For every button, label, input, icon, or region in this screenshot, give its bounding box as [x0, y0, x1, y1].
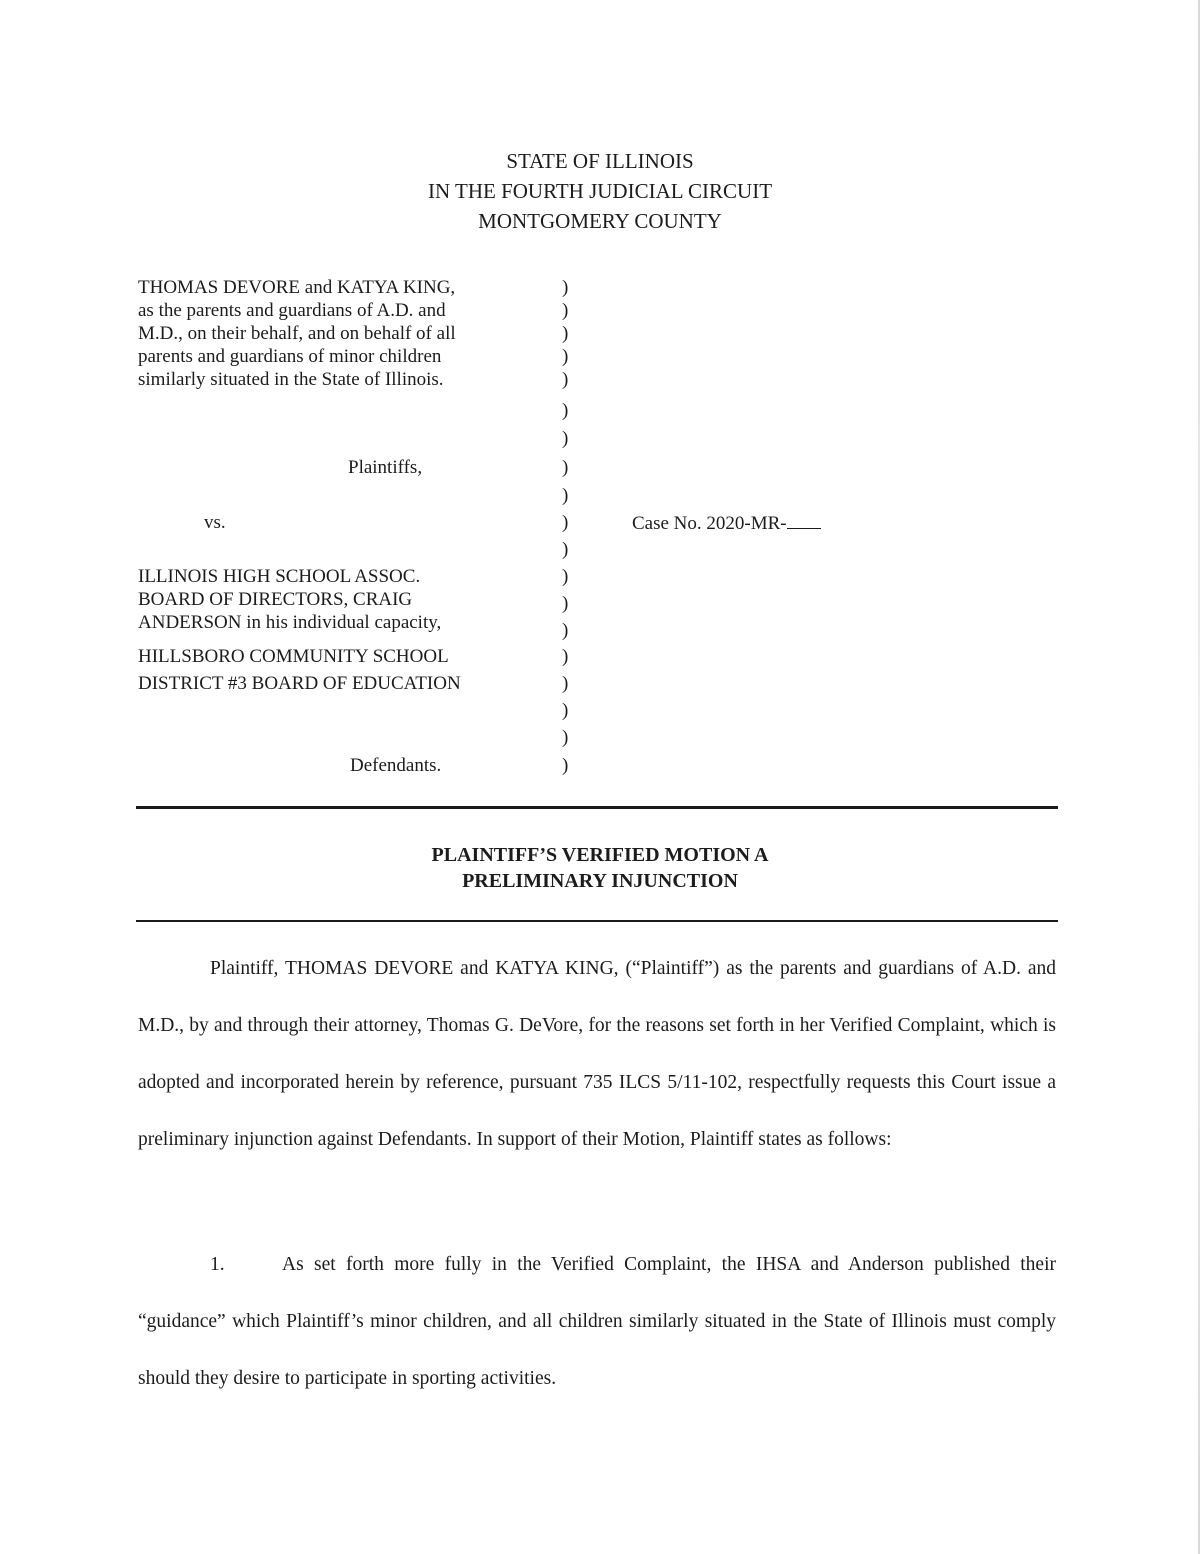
- caption-paren: ): [562, 277, 569, 298]
- motion-title: [0, 842, 1200, 894]
- court-header: [0, 146, 1200, 236]
- caption-paren: ): [562, 755, 569, 776]
- court-circuit: IN THE FOURTH JUDICIAL CIRCUIT: [427, 179, 773, 203]
- paragraph-number: 1.: [210, 1254, 225, 1275]
- caption-paren: ): [562, 593, 569, 614]
- caption-paren: ): [562, 673, 569, 694]
- versus-label: vs.: [204, 512, 226, 533]
- caption-paren: ): [562, 346, 569, 367]
- plaintiff-line: parents and guardians of minor children: [138, 346, 442, 367]
- motion-title-line: PRELIMINARY INJUNCTION: [462, 870, 738, 892]
- caption-paren: ): [562, 700, 569, 721]
- case-number: [632, 512, 821, 535]
- intro-paragraph: Plaintiff, THOMAS DEVORE and KATYA KING, (“Plaintiff”) as the parents and guardians of A.D. and M.D., by and through their attorney, Thomas G. DeVore, for the reasons set forth in her Verified Complaint, which is adopted and incorporated herein by reference, pursuant 735 ILCS 5/11-102, respectfully requests this Court issue a preliminary injunction against Defendants. In support of their Motion, Plaintiff states as follows:: [138, 958, 1056, 1150]
- caption-paren: ): [562, 646, 569, 667]
- caption-paren: ): [562, 369, 569, 390]
- caption-paren: ): [562, 512, 569, 533]
- defendant-line: BOARD OF DIRECTORS, CRAIG: [138, 589, 413, 610]
- plaintiff-line: THOMAS DEVORE and KATYA KING,: [138, 277, 456, 298]
- title-rule-bottom: [136, 920, 1058, 922]
- caption-paren: ): [562, 400, 569, 421]
- defendant-line: ILLINOIS HIGH SCHOOL ASSOC.: [138, 566, 421, 587]
- caption-paren: ): [562, 727, 569, 748]
- caption-paren: ): [562, 566, 569, 587]
- paragraph-text: As set forth more fully in the Verified Complaint, the IHSA and Anderson published their “guidance” which Plaintiff’s minor children, and all children similarly situated in the State of Illinois must comply should they desire to participate in sporting activities.: [138, 1254, 1056, 1389]
- caption-paren: ): [562, 300, 569, 321]
- defendants-label: Defendants.: [350, 755, 442, 776]
- numbered-paragraph: [138, 1236, 1056, 1407]
- plaintiffs-label: Plaintiffs,: [348, 457, 423, 478]
- case-number-blank: [787, 512, 821, 529]
- caption-paren: ): [562, 620, 569, 641]
- plaintiff-line: similarly situated in the State of Illinois.: [138, 369, 444, 390]
- caption-paren: ): [562, 485, 569, 506]
- caption-paren: ): [562, 539, 569, 560]
- defendant-line: ANDERSON in his individual capacity,: [138, 612, 442, 633]
- defendant-line: DISTRICT #3 BOARD OF EDUCATION: [138, 673, 461, 694]
- court-county: MONTGOMERY COUNTY: [478, 209, 722, 233]
- title-rule-top: [136, 806, 1058, 809]
- caption-paren: ): [562, 457, 569, 478]
- motion-title-line: PLAINTIFF’S VERIFIED MOTION A: [431, 844, 769, 866]
- caption-paren: ): [562, 323, 569, 344]
- court-state: STATE OF ILLINOIS: [506, 149, 694, 173]
- case-number-label: Case No. 2020-MR-: [632, 513, 787, 534]
- defendant-line: HILLSBORO COMMUNITY SCHOOL: [138, 646, 449, 667]
- caption-paren: ): [562, 428, 569, 449]
- plaintiff-line: as the parents and guardians of A.D. and: [138, 300, 446, 321]
- plaintiff-line: M.D., on their behalf, and on behalf of all: [138, 323, 456, 344]
